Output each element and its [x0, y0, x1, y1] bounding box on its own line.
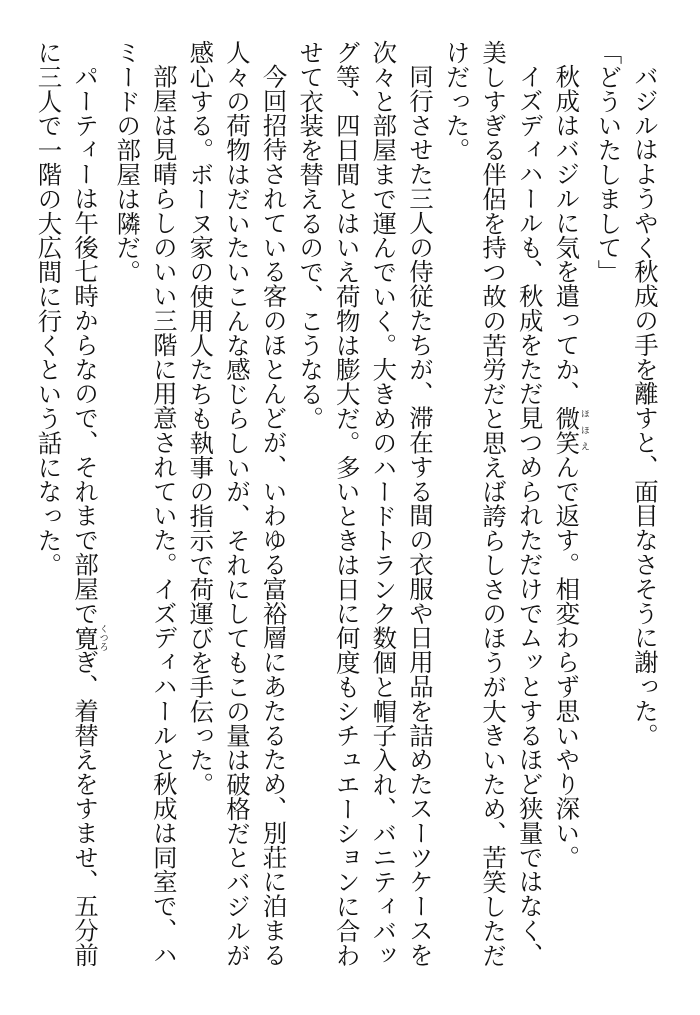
paragraph-3-part-b: んで返す。相変わらず思いやり深い。 [551, 454, 581, 870]
paragraph-2: 「どういたしまして」 [593, 40, 623, 284]
paragraph-4: イズディハールも、秋成をただ見つめられただけでムッとするほど狭量ではなく、美しすぎる伴侶を持つ故の苦労だと思えば誇らしさのほうが大きいため、苦笑しただけだった。 [441, 40, 544, 968]
ruby-base: 寛 [70, 624, 100, 652]
paragraph-3 [547, 40, 589, 975]
ruby-kutsuro [70, 624, 108, 652]
paragraph-8 [29, 40, 108, 975]
paragraph-7: 部屋は見晴らしのいい三階に用意されていた。イズディハールと秋成は同室で、ハミードの部屋は隣だ。 [112, 40, 178, 968]
ruby-base: 微笑 [551, 406, 581, 455]
paragraph-8-part-a: パーティーは午後七時からなので、それまで部屋で [70, 64, 100, 626]
vertical-text-body [22, 40, 662, 975]
ruby-reading: ほほえ [578, 406, 589, 455]
ruby-reading: くつろ [97, 624, 108, 652]
ruby-hohoe [551, 406, 589, 455]
paragraph-6: 今回招待されている客のほとんどが、いわゆる富裕層にあたるため、別荘に泊まる人々の荷物はだいたいこんな感じらしいが、それにしてもこの量は破格だとバジルが感心する。ボーヌ家の使用人たちも執事の指示で荷運びを手伝った。 [185, 40, 288, 968]
paragraph-5: 同行させた三人の侍従たちが、滞在する間の衣服や日用品を詰めたスーツケースを次々と部屋まで運んでいく。大きめのハードトランク数個と帽子入れ、バニティバッグ等、四日間とはいえ荷物は膨大だ。多いときは日に何度もシチュエーションに合わせて衣装を替えるので、こうなる。 [295, 40, 434, 968]
paragraph-3-part-a: 秋成はバジルに気を遣ってか、 [551, 64, 581, 406]
paragraph-8-part-b: ぎ、着替えをすませ、五分前に三人で一階の大広間に行くという話になった。 [33, 40, 100, 968]
paragraph-1: バジルはようやく秋成の手を離すと、面目なさそうに謝った。 [630, 64, 659, 748]
